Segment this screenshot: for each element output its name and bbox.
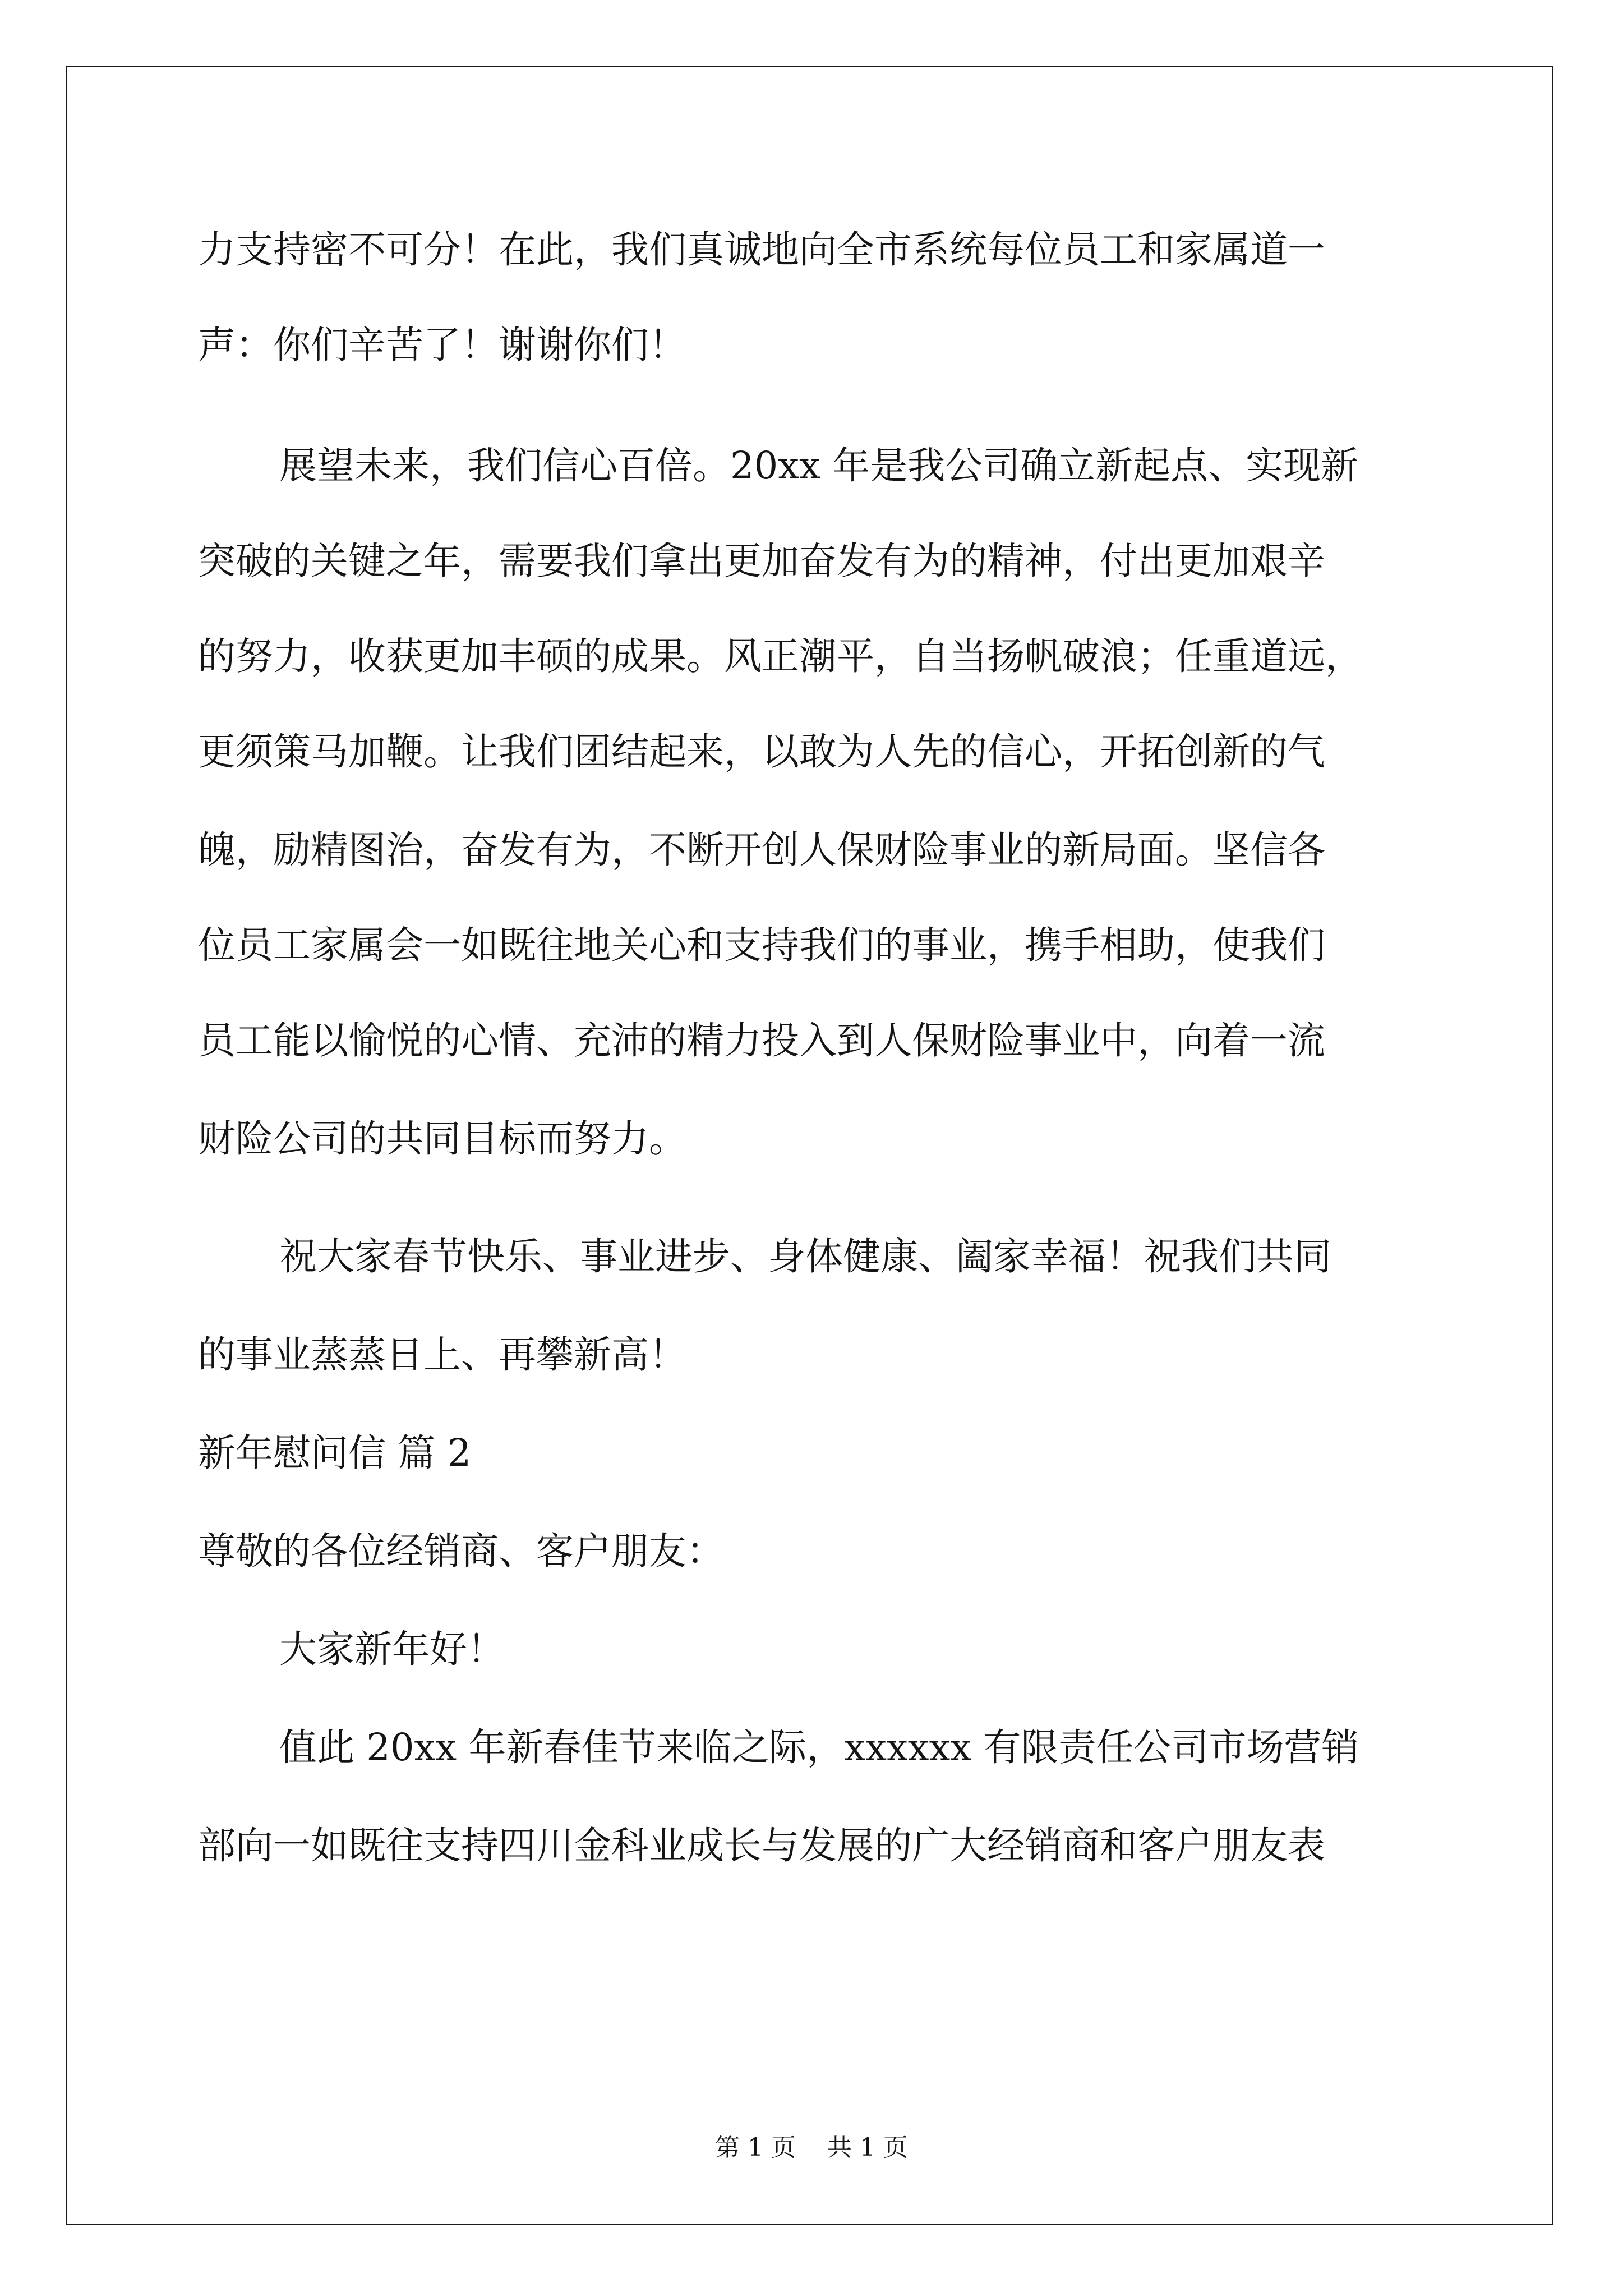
paragraph-line: 部向一如既往支持四川金科业成长与发展的广大经销商和客户朋友表 bbox=[198, 1824, 1325, 1867]
paragraph-line: 的事业蒸蒸日上、再攀新高！ bbox=[198, 1333, 686, 1377]
paragraph-line: 财险公司的共同目标而努力。 bbox=[198, 1117, 686, 1161]
paragraph-line: 力支持密不可分！在此，我们真诚地向全市系统每位员工和家属道一 bbox=[198, 228, 1325, 272]
greeting: 大家新年好！ bbox=[279, 1627, 505, 1671]
paragraph-line: 值此 20xx 年新春佳节来临之际，xxxxxx 有限责任公司市场营销 bbox=[279, 1726, 1359, 1769]
paragraph-line: 员工能以愉悦的心情、充沛的精力投入到人保财险事业中，向着一流 bbox=[198, 1019, 1325, 1062]
paragraph-line: 位员工家属会一如既往地关心和支持我们的事业，携手相助，使我们 bbox=[198, 923, 1325, 967]
salutation: 尊敬的各位经销商、客户朋友： bbox=[198, 1529, 724, 1573]
section-heading: 新年慰问信 篇 2 bbox=[198, 1431, 472, 1475]
paragraph-line: 展望未来，我们信心百倍。20xx 年是我公司确立新起点、实现新 bbox=[279, 444, 1359, 487]
paragraph-line: 祝大家春节快乐、事业进步、身体健康、阖家幸福！祝我们共同 bbox=[279, 1235, 1331, 1278]
paragraph-line: 突破的关键之年，需要我们拿出更加奋发有为的精神，付出更加艰辛 bbox=[198, 539, 1325, 583]
paragraph-line: 更须策马加鞭。让我们团结起来，以敢为人先的信心，开拓创新的气 bbox=[198, 730, 1325, 774]
page-footer: 第 1 页 共 1 页 bbox=[715, 2133, 908, 2162]
paragraph-line: 声：你们辛苦了！谢谢你们！ bbox=[198, 323, 686, 367]
paragraph-line: 的努力，收获更加丰硕的成果。风正潮平，自当扬帆破浪；任重道远， bbox=[198, 634, 1363, 678]
paragraph-line: 魄，励精图治，奋发有为，不断开创人保财险事业的新局面。坚信各 bbox=[198, 828, 1325, 872]
